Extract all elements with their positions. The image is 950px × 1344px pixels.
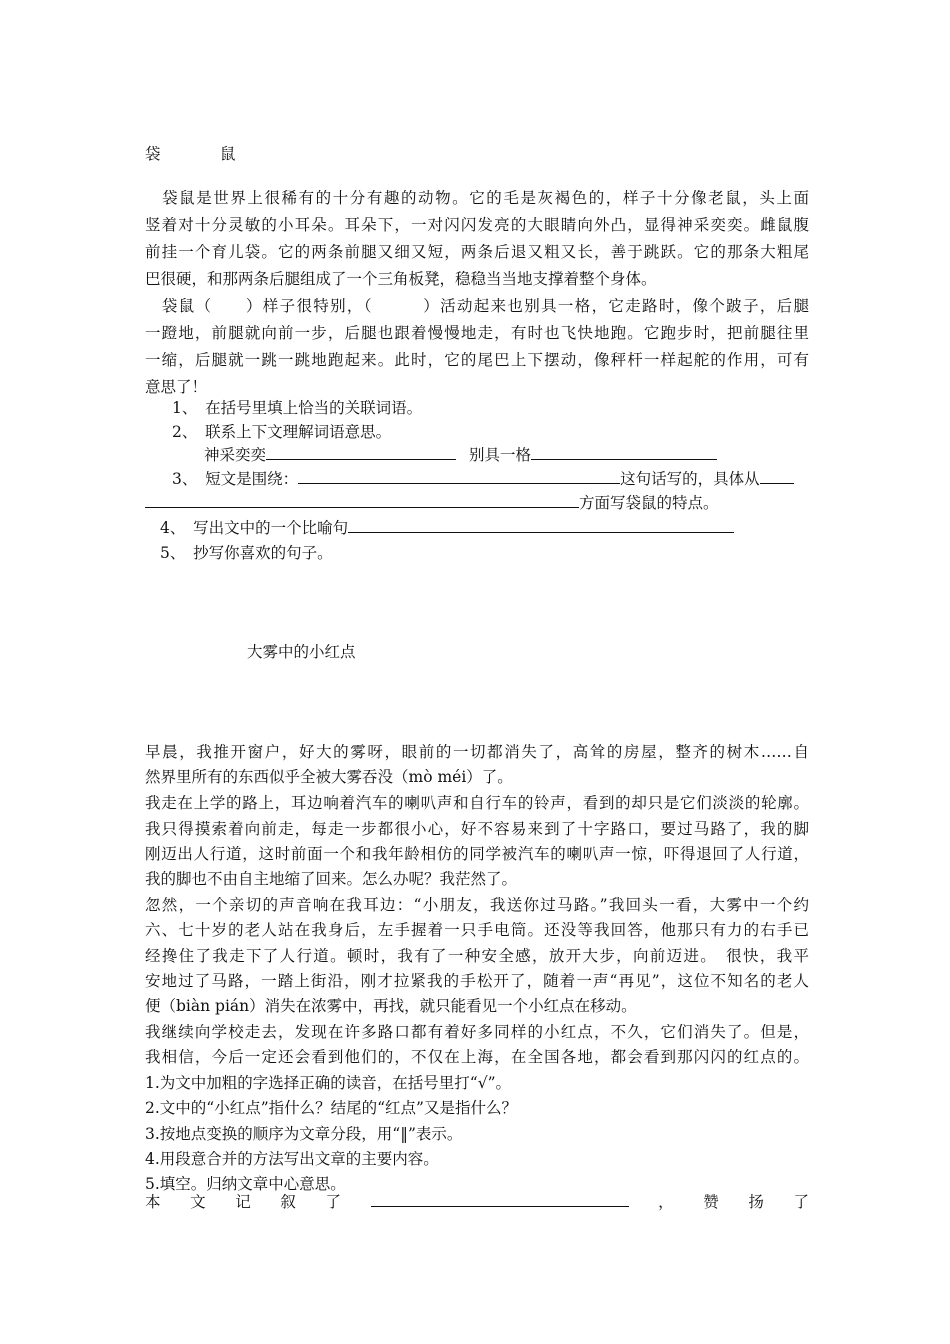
fill-char: ， (658, 1193, 674, 1211)
answer-blank[interactable] (348, 516, 734, 533)
story2-question-5: 5.填空。归纳文章中心意思。 (145, 1175, 346, 1193)
answer-blank[interactable] (371, 1190, 629, 1207)
story2-line: 经搀住了我走下了人行道。顿时，我有了一种安全感，放开大步，向前迈进。 很快，我平 (145, 947, 809, 965)
story2-question-1: 1.为文中加粗的字选择正确的读音，在括号里打“√”。 (145, 1074, 512, 1092)
story2-line: 便（biàn pián）消失在浓雾中，再找，就只能看见一个小红点在移动。 (145, 997, 637, 1015)
question-4-text: 4、 写出文中的一个比喻句 (160, 519, 349, 537)
story2-line: 然界里所有的东西似乎全被大雾吞没（mò méi）了。 (145, 768, 513, 786)
story2-line: 早晨，我推开窗户，好大的雾呀，眼前的一切都消失了，高耸的房屋，整齐的树木……自 (145, 743, 809, 761)
story1-para2-line2: 一蹬地，前腿就向前一步，后腿也跟着慢慢地走，有时也飞快地跑。它跑步时，把前腿往里 (145, 324, 809, 342)
story2-line: 六、七十岁的老人站在我身后，左手握着一只手电筒。还没等我回答，他那只有力的右手已 (145, 921, 809, 939)
answer-blank[interactable] (760, 467, 794, 484)
story1-question-2: 2、 联系上下文理解词语意思。 (172, 423, 392, 441)
story1-question-5: 5、 抄写你喜欢的句子。 (160, 544, 333, 562)
story2-line: 我走在上学的路上，耳边响着汽车的喇叭声和自行车的铃声，看到的却只是它们淡淡的轮廓。 (145, 794, 809, 812)
story2-line: 忽然，一个亲切的声音响在我耳边：“小朋友，我送你过马路。”我回头一看，大雾中一个约 (145, 896, 809, 914)
question-3-text-a: 3、 短文是围绕： (172, 470, 299, 488)
fill-char: 叙 (280, 1193, 296, 1211)
fill-char: 记 (235, 1193, 251, 1211)
story1-para2-line1: 袋鼠（ ）样子很特别，（ ）活动起来也别具一格，它走路时，像个跛子，后腿 (145, 297, 809, 315)
story1-para1-line2: 竖着对十分灵敏的小耳朵。耳朵下，一对闪闪发亮的大眼睛向外凸，显得神采奕奕。雌鼠腹 (145, 216, 809, 234)
word-biejuyige: 别具一格 (468, 446, 531, 464)
story1-question-2-answers (204, 443, 717, 467)
story1-question-4 (160, 516, 734, 540)
answer-blank[interactable] (145, 491, 579, 508)
story2-fill-line (145, 1190, 809, 1214)
story2-line: 我继续向学校走去，发现在许多路口都有着好多同样的小红点，不久，它们消失了。但是， (145, 1023, 809, 1041)
story2-line: 刚迈出人行道，这时前面一个和我年龄相仿的同学被汽车的喇叭声一惊，吓得退回了人行道， (145, 845, 809, 863)
story2-line: 我的脚也不由自主地缩了回来。怎么办呢？我茫然了。 (145, 870, 518, 888)
story1-para1-line4: 巴很硬，和那两条后腿组成了一个三角板凳，稳稳当当地支撑着整个身体。 (145, 270, 657, 288)
story1-title: 袋 鼠 (145, 145, 258, 163)
story2-line: 安地过了马路，一踏上街沿，刚才拉紧我的手松开了，随着一声“再见”，这位不知名的老人 (145, 972, 809, 990)
fill-char: 扬 (748, 1193, 764, 1211)
story2-line: 我相信，今后一定还会看到他们的，不仅在上海，在全国各地，都会看到那闪闪的红点的。 (145, 1048, 809, 1066)
story2-question-3: 3.按地点变换的顺序为文章分段，用“‖”表示。 (145, 1125, 463, 1143)
word-shencaiyiyi: 神采奕奕 (204, 446, 267, 464)
answer-blank[interactable] (266, 443, 456, 460)
answer-blank[interactable] (531, 443, 717, 460)
question-3-text-c: 方面写袋鼠的特点。 (579, 494, 719, 512)
story1-para2-line4: 意思了！ (145, 378, 208, 396)
fill-char: 了 (325, 1193, 341, 1211)
story1-para1-line1: 袋鼠是世界上很稀有的十分有趣的动物。它的毛是灰褐色的，样子十分像老鼠，头上面 (145, 189, 809, 207)
story2-question-4: 4.用段意合并的方法写出文章的主要内容。 (145, 1150, 439, 1168)
story2-question-2: 2.文中的“小红点”指什么？结尾的“红点”又是指什么？ (145, 1099, 517, 1117)
question-3-text-b: 这句话写的，具体从 (620, 470, 760, 488)
answer-blank[interactable] (298, 467, 620, 484)
story1-question-3 (172, 467, 794, 491)
story1-question-1: 1、 在括号里填上恰当的关联词语。 (172, 399, 423, 417)
story2-line: 我只得摸索着向前走，每走一步都很小心，好不容易来到了十字路口，要过马路了，我的脚 (145, 820, 809, 838)
story1-para1-line3: 前挂一个育儿袋。它的两条前腿又细又短，两条后退又粗又长，善于跳跃。它的那条大粗尾 (145, 243, 809, 261)
story1-question-3-cont (145, 491, 719, 515)
fill-char: 了 (793, 1193, 809, 1211)
story1-para2-line3: 一缩，后腿就一跳一跳地跑起来。此时，它的尾巴上下摆动，像秤杆一样起舵的作用，可有 (145, 351, 809, 369)
story2-title: 大雾中的小红点 (247, 643, 356, 661)
fill-char: 本 (145, 1193, 161, 1211)
fill-char: 文 (190, 1193, 206, 1211)
fill-char: 赞 (703, 1193, 719, 1211)
